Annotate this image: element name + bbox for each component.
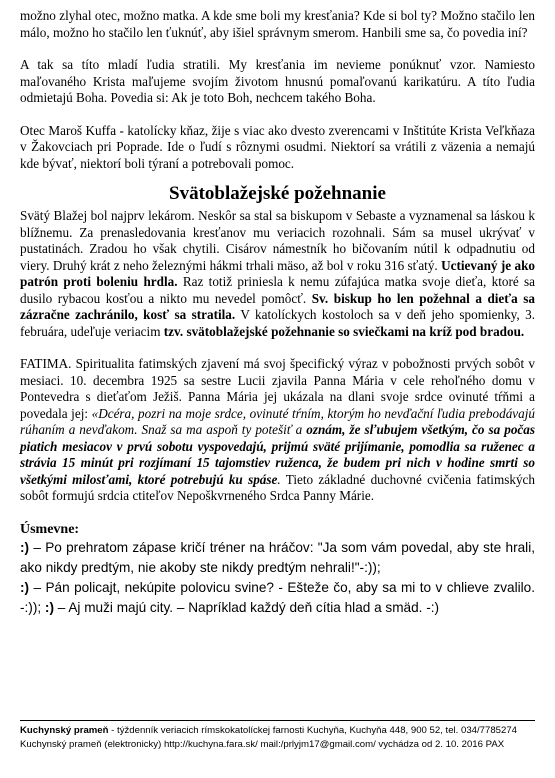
fatima-quote-bold: oznám, že sľubujem všetkým, čo sa počas piatich mesiacov v prvú sobotu vyspovedajú, prijmú sväté prijímanie, pomodlia sa ruženec a strávia 15 minút pri rozjímaní 15 tajomstiev ruženca, že budem pri nich v hodine smrti so všetkými milosťami, ktoré potrebujú ku spáse — [20, 422, 535, 487]
footer — [20, 720, 535, 752]
smiley-1: :) — [20, 539, 30, 555]
footer-info: - týždenník veriacich rímskokatolíckej farnosti Kuchyňa, Kuchyňa 448, 900 52, tel. 034/7785274 — [108, 725, 518, 736]
blaise-text-2: Raz totiž priniesla k nemu zúfajúca matka svoje dieťa, ktoré sa dusilo rybacou kosťou a nikto mu nevedel pomôcť. — [20, 274, 536, 306]
humor-section — [20, 521, 535, 618]
section-heading: Svätoblažejské požehnanie — [169, 183, 386, 204]
fatima-quote-2: . — [277, 471, 281, 487]
paragraph-saint-blaise — [20, 208, 535, 340]
smiley-2: :) — [20, 579, 30, 595]
footer-title: Kuchynský prameň — [20, 725, 109, 736]
joke-3-text: – Aj muži majú city. – Napríklad každý deň cítia hlad a smäd. -:) — [53, 599, 440, 615]
paragraph-intro: možno zlyhal otec, možno matka. A kde sme boli my kresťania? Kde si bol ty? Možno stačilo len málo, možno ho stačilo len ťuknúť, aby išiel správnym smerom. Hanbili sme sa, čo povedia iní? — [20, 8, 535, 40]
blaise-bold-3: tzv. svätoblažejské požehnanie so sviečkami na kríž pod bradou. — [163, 323, 525, 339]
humor-title: Úsmevne: — [20, 521, 80, 537]
blaise-bold-1: Uctievaný je ako patrón proti boleniu hrdla. — [20, 257, 535, 289]
paragraph-fatima — [20, 356, 535, 505]
fatima-text-1: FATIMA. Spiritualita fatimských zjavení má svoj špecifický výraz v pobožnosti prvých sobôt v mesiaci. 10. decembra 1925 sa sestre Lucii zjavila Panna Mária v cele rehoľného domu v Pontevedra s dieťaťom Ježiš. Panna Mária jej ukázala na dlani svoje srdce ovinuté tŕňmi a povedala jej: — [20, 356, 535, 421]
fatima-quote-1: «Dcéra, pozri na moje srdce, ovinuté tŕním, ktorým ho nevďační ľudia prebodávajú rúhaním a nevďakom. Snaž sa ma aspoň ty potešiť a — [20, 405, 535, 437]
paragraph-young-people: A tak sa títo mladí ľudia stratili. My kresťania im nevieme ponúknuť vzor. Namiesto maľovaného Krista maľujeme svojím životom hnusnú pomaľovanú karikatúru. A títo ľudia odmietajú Boha. Povedia si: Ak je toto Boh, nechcem takého Boha. — [20, 57, 535, 105]
smiley-3: :) — [44, 599, 54, 615]
joke-2-3 — [20, 578, 535, 618]
paragraph-kuffa: Otec Maroš Kuffa - katolícky kňaz, žije s viac ako dvesto zverencami v Inštitúte Krista Veľkňaza v Žakovciach pri Poprade. Ide o ľudí s rôznymi osudmi. Niektorí sa vrátili z väzenia a nemajú kde bývať, niektorí boli týraní a potrebovali pomoc. — [20, 122, 535, 171]
joke-2-text: – Pán policajt, nekúpite polovicu svine? - Ešteže čo, aby sa mi to v chlieve zvalilo. -:)); — [20, 579, 535, 615]
joke-1-text: – Po prehratom zápase kričí tréner na hráčov: "Ja som vám povedal, aby ste hrali, ako nikdy predtým, nie akoby ste nikdy predtým nehrali!"-:)); — [20, 539, 535, 575]
blaise-text-3: V katolíckych kostoloch sa v deň jeho spomienky, 3. februára, udeľuje veriacim — [20, 307, 535, 339]
joke-1 — [20, 538, 535, 578]
blaise-bold-2: Sv. biskup ho len požehnal a dieťa sa zázračne zachránilo, kosť sa stratila. — [20, 290, 536, 322]
fatima-text-2: Tieto základné duchovné cvičenia fatimských sobôt formujú srdcia ctiteľov Nepoškvrneného Srdca Panny Márie. — [20, 471, 535, 503]
bulletin-page — [20, 8, 535, 618]
footer-line-2: Kuchynský prameň (elektronicky) http://kuchyna.fara.sk/ mail:/prlyjm17@gmail.com/ vychádza od 2. 10. 2016 PAX — [20, 739, 505, 750]
footer-line-1 — [20, 724, 535, 738]
blaise-text-1: Svätý Blažej bol najprv lekárom. Neskôr sa stal sa biskupom v Sebaste a vyznamenal sa láskou k blížnemu. Za prenasledovania kresťanov mu veriacich rozohnali. Sám sa musel ukrývať v pustatinách. Zradou ho však chytili. Cisárov námestník ho bičovaním nútil k odpadnutiu od viery. Druhý krát z neho železnými hákmi trhali mäso, až bol v roku 316 sťatý. — [20, 208, 535, 273]
